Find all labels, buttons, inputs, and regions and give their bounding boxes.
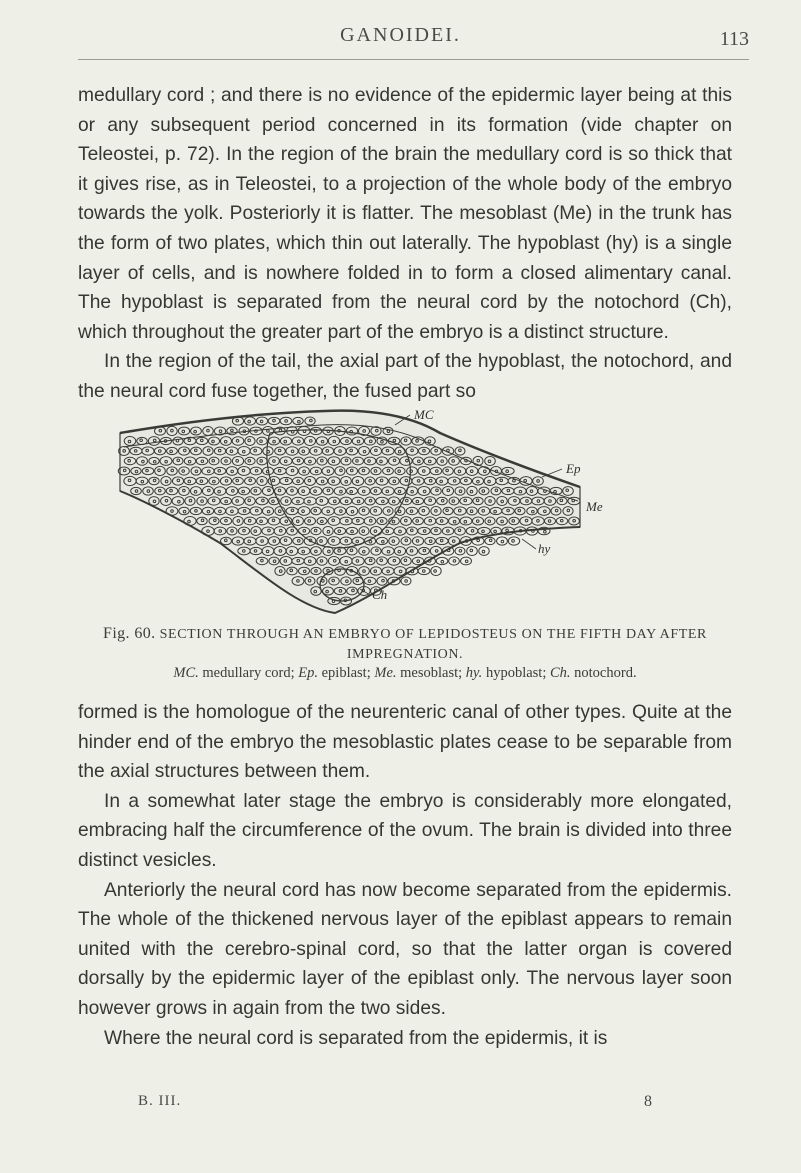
cell [418,567,430,574]
cell-nucleus [411,570,414,573]
paragraph: In a somewhat later stage the embryo is considerably more elongated, embracing half the circumference of the ovum. The brain is divided into three distinct vesicles. [78,790,732,871]
label-mc: MC [414,407,434,422]
cell-nucleus [459,550,462,553]
cell-nucleus [434,570,437,573]
cell-nucleus [512,540,515,543]
cell-nucleus [489,539,492,542]
cell-nucleus [405,580,408,583]
label-ch: Ch [372,587,388,602]
header-rule [78,59,749,60]
cell-nucleus [453,560,456,563]
legend-text: medullary cord; [202,665,295,681]
paragraph: In the region of the tail, the axial part of the hypoblast, the notochord, and the neural cord fuse together, the fused part so [78,351,732,402]
paragraph: Where the neural cord is separated from the epidermis, it is [104,1027,608,1049]
cell [497,537,508,545]
leader-line [522,539,536,549]
cell [449,557,460,565]
cell [461,557,472,565]
sheet-number: 8 [644,1093,652,1110]
legend-abbr: hy. [465,665,483,681]
legend-text: notochord. [574,665,637,681]
figure-title: SECTION THROUGH AN EMBRYO OF LEPIDOSTEUS ON THE FIFTH DAY AFTER IMPREGNATION. [159,627,707,662]
cell-nucleus [441,560,444,563]
page-number: 113 [719,28,749,50]
running-title: GANOIDEI. [340,24,461,46]
label-me: Me [586,499,603,514]
figure-legend [78,665,732,682]
legend-abbr: Ep. [298,665,318,681]
cell-nucleus [465,560,468,563]
cell-nucleus [423,570,426,573]
cell-nucleus [447,549,450,552]
cell-nucleus [501,540,504,543]
cell-nucleus [544,530,547,533]
text-block-top [78,81,732,407]
running-head [0,20,801,52]
cell [455,547,465,555]
legend-text: hypoblast; [485,665,547,681]
cell-nucleus [470,549,473,552]
paragraph: formed is the homologue of the neurenteric canal of other types. Quite at the hinder end of the embryo the mesoblastic plates cease to be separable from the axial structures between them. [78,702,732,783]
label-ep: Ep [566,461,581,476]
embryo-section-figure [110,403,630,623]
cell [401,577,411,585]
paragraph: medullary cord ; and there is no evidence of the epidermic layer being at this or any subsequent period concerned in its formation (vide chapter on Teleostei, p. 72). In the region of the brain the medullary cord is so thick that it gives rise, as in Teleostei, to a projection of the whole body of the embryo towards the yolk. Posteriorly it is flatter. The mesoblast (Me) in the trunk has the form of two plates, which thin out laterally. The hypoblast (hy) is a single layer of cells, and is nowhere folded in to form a closed alimentary canal. The hypoblast is separated from the neural cord by the notochord (Ch), which throughout the greater part of the embryo is a distinct structure. [78,85,732,343]
legend-text: epiblast; [321,665,371,681]
text-block-bottom [78,698,732,1053]
figure-number: Fig. 60. [103,625,156,642]
cell-nucleus [482,550,485,553]
paragraph: Anteriorly the neural cord has now become separated from the epidermis. The whole of the thickened nervous layer of the epiblast appears to remain united with the cerebro-spinal cord, so that the latter organ is covered dorsally by the epidermic layer of the epiblast only. The nervous layer soon however grows in again from the two sides. [78,879,732,1019]
label-hy: hy [538,541,551,556]
figure-caption-title [78,624,732,665]
signature-mark: B. III. [138,1093,182,1109]
page-footer [78,1093,732,1117]
cell-nucleus [477,539,480,542]
legend-abbr: MC. [173,665,199,681]
cell-nucleus [532,530,535,533]
legend-text: mesoblast; [400,665,463,681]
legend-abbr: Ch. [549,665,571,681]
legend-abbr: Me. [374,665,397,681]
